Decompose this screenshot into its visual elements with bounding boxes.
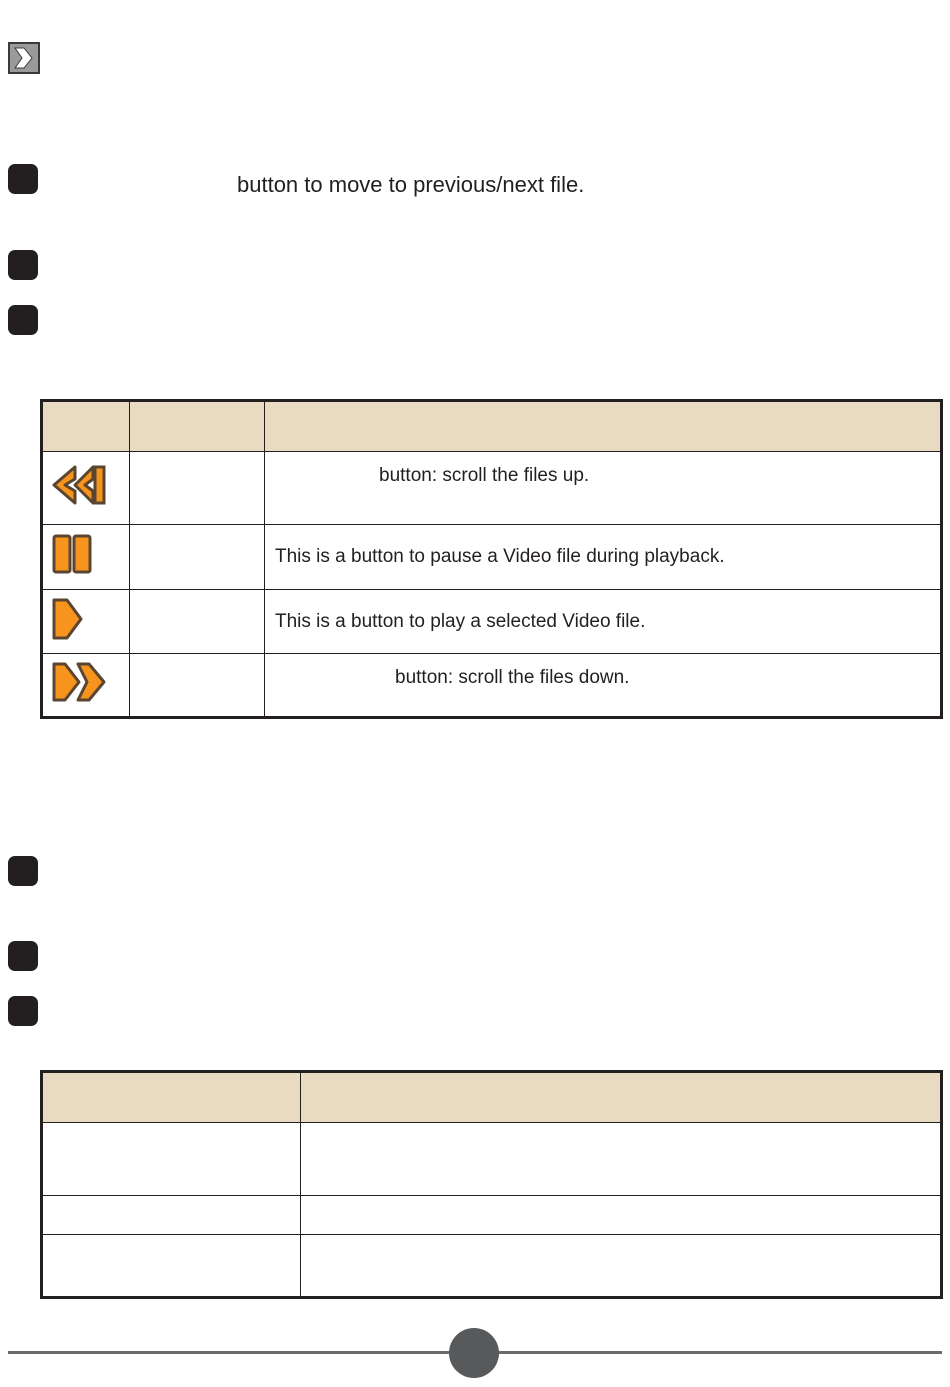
row-description bbox=[301, 1123, 942, 1196]
table-header-row bbox=[42, 401, 942, 452]
step-bullet-1 bbox=[8, 164, 38, 194]
table-row bbox=[42, 590, 942, 654]
row-name bbox=[42, 1235, 301, 1298]
header-description bbox=[265, 401, 942, 452]
pause-cell bbox=[42, 525, 130, 590]
table-row bbox=[42, 1123, 942, 1196]
row-description bbox=[301, 1196, 942, 1235]
table-header-row bbox=[42, 1072, 942, 1123]
fast-forward-description: button: scroll the files down. bbox=[265, 654, 942, 718]
rewind-description: button: scroll the files up. bbox=[265, 452, 942, 525]
table-row bbox=[42, 452, 942, 525]
rewind-cell bbox=[42, 452, 130, 525]
step-bullet-4 bbox=[8, 856, 38, 886]
next-arrow-icon bbox=[8, 42, 40, 74]
row-name bbox=[42, 1196, 301, 1235]
header-icon bbox=[42, 401, 130, 452]
page-number-badge bbox=[449, 1328, 499, 1378]
pause-name bbox=[130, 525, 265, 590]
table-row bbox=[42, 654, 942, 718]
pause-description: This is a button to pause a Video file during playback. bbox=[265, 525, 942, 590]
play-description: This is a button to play a selected Video file. bbox=[265, 590, 942, 654]
table-row bbox=[42, 1235, 942, 1298]
fast-forward-cell bbox=[42, 654, 130, 718]
table-row bbox=[42, 1196, 942, 1235]
header-name bbox=[130, 401, 265, 452]
step-bullet-5 bbox=[8, 941, 38, 971]
play-name bbox=[130, 590, 265, 654]
row-description bbox=[301, 1235, 942, 1298]
header-description bbox=[301, 1072, 942, 1123]
rewind-icon[interactable] bbox=[51, 463, 107, 507]
step-bullet-2 bbox=[8, 250, 38, 280]
options-table bbox=[40, 1070, 943, 1299]
play-icon[interactable] bbox=[51, 597, 85, 641]
play-cell bbox=[42, 590, 130, 654]
fast-forward-icon[interactable] bbox=[51, 660, 107, 704]
playback-controls-table bbox=[40, 399, 943, 719]
step-bullet-3 bbox=[8, 305, 38, 335]
row-name bbox=[42, 1123, 301, 1196]
fast-forward-name bbox=[130, 654, 265, 718]
header-name bbox=[42, 1072, 301, 1123]
table-row bbox=[42, 525, 942, 590]
step-1-text: button to move to previous/next file. bbox=[237, 172, 585, 197]
pause-icon[interactable] bbox=[51, 532, 95, 576]
rewind-name bbox=[130, 452, 265, 525]
step-bullet-6 bbox=[8, 996, 38, 1026]
